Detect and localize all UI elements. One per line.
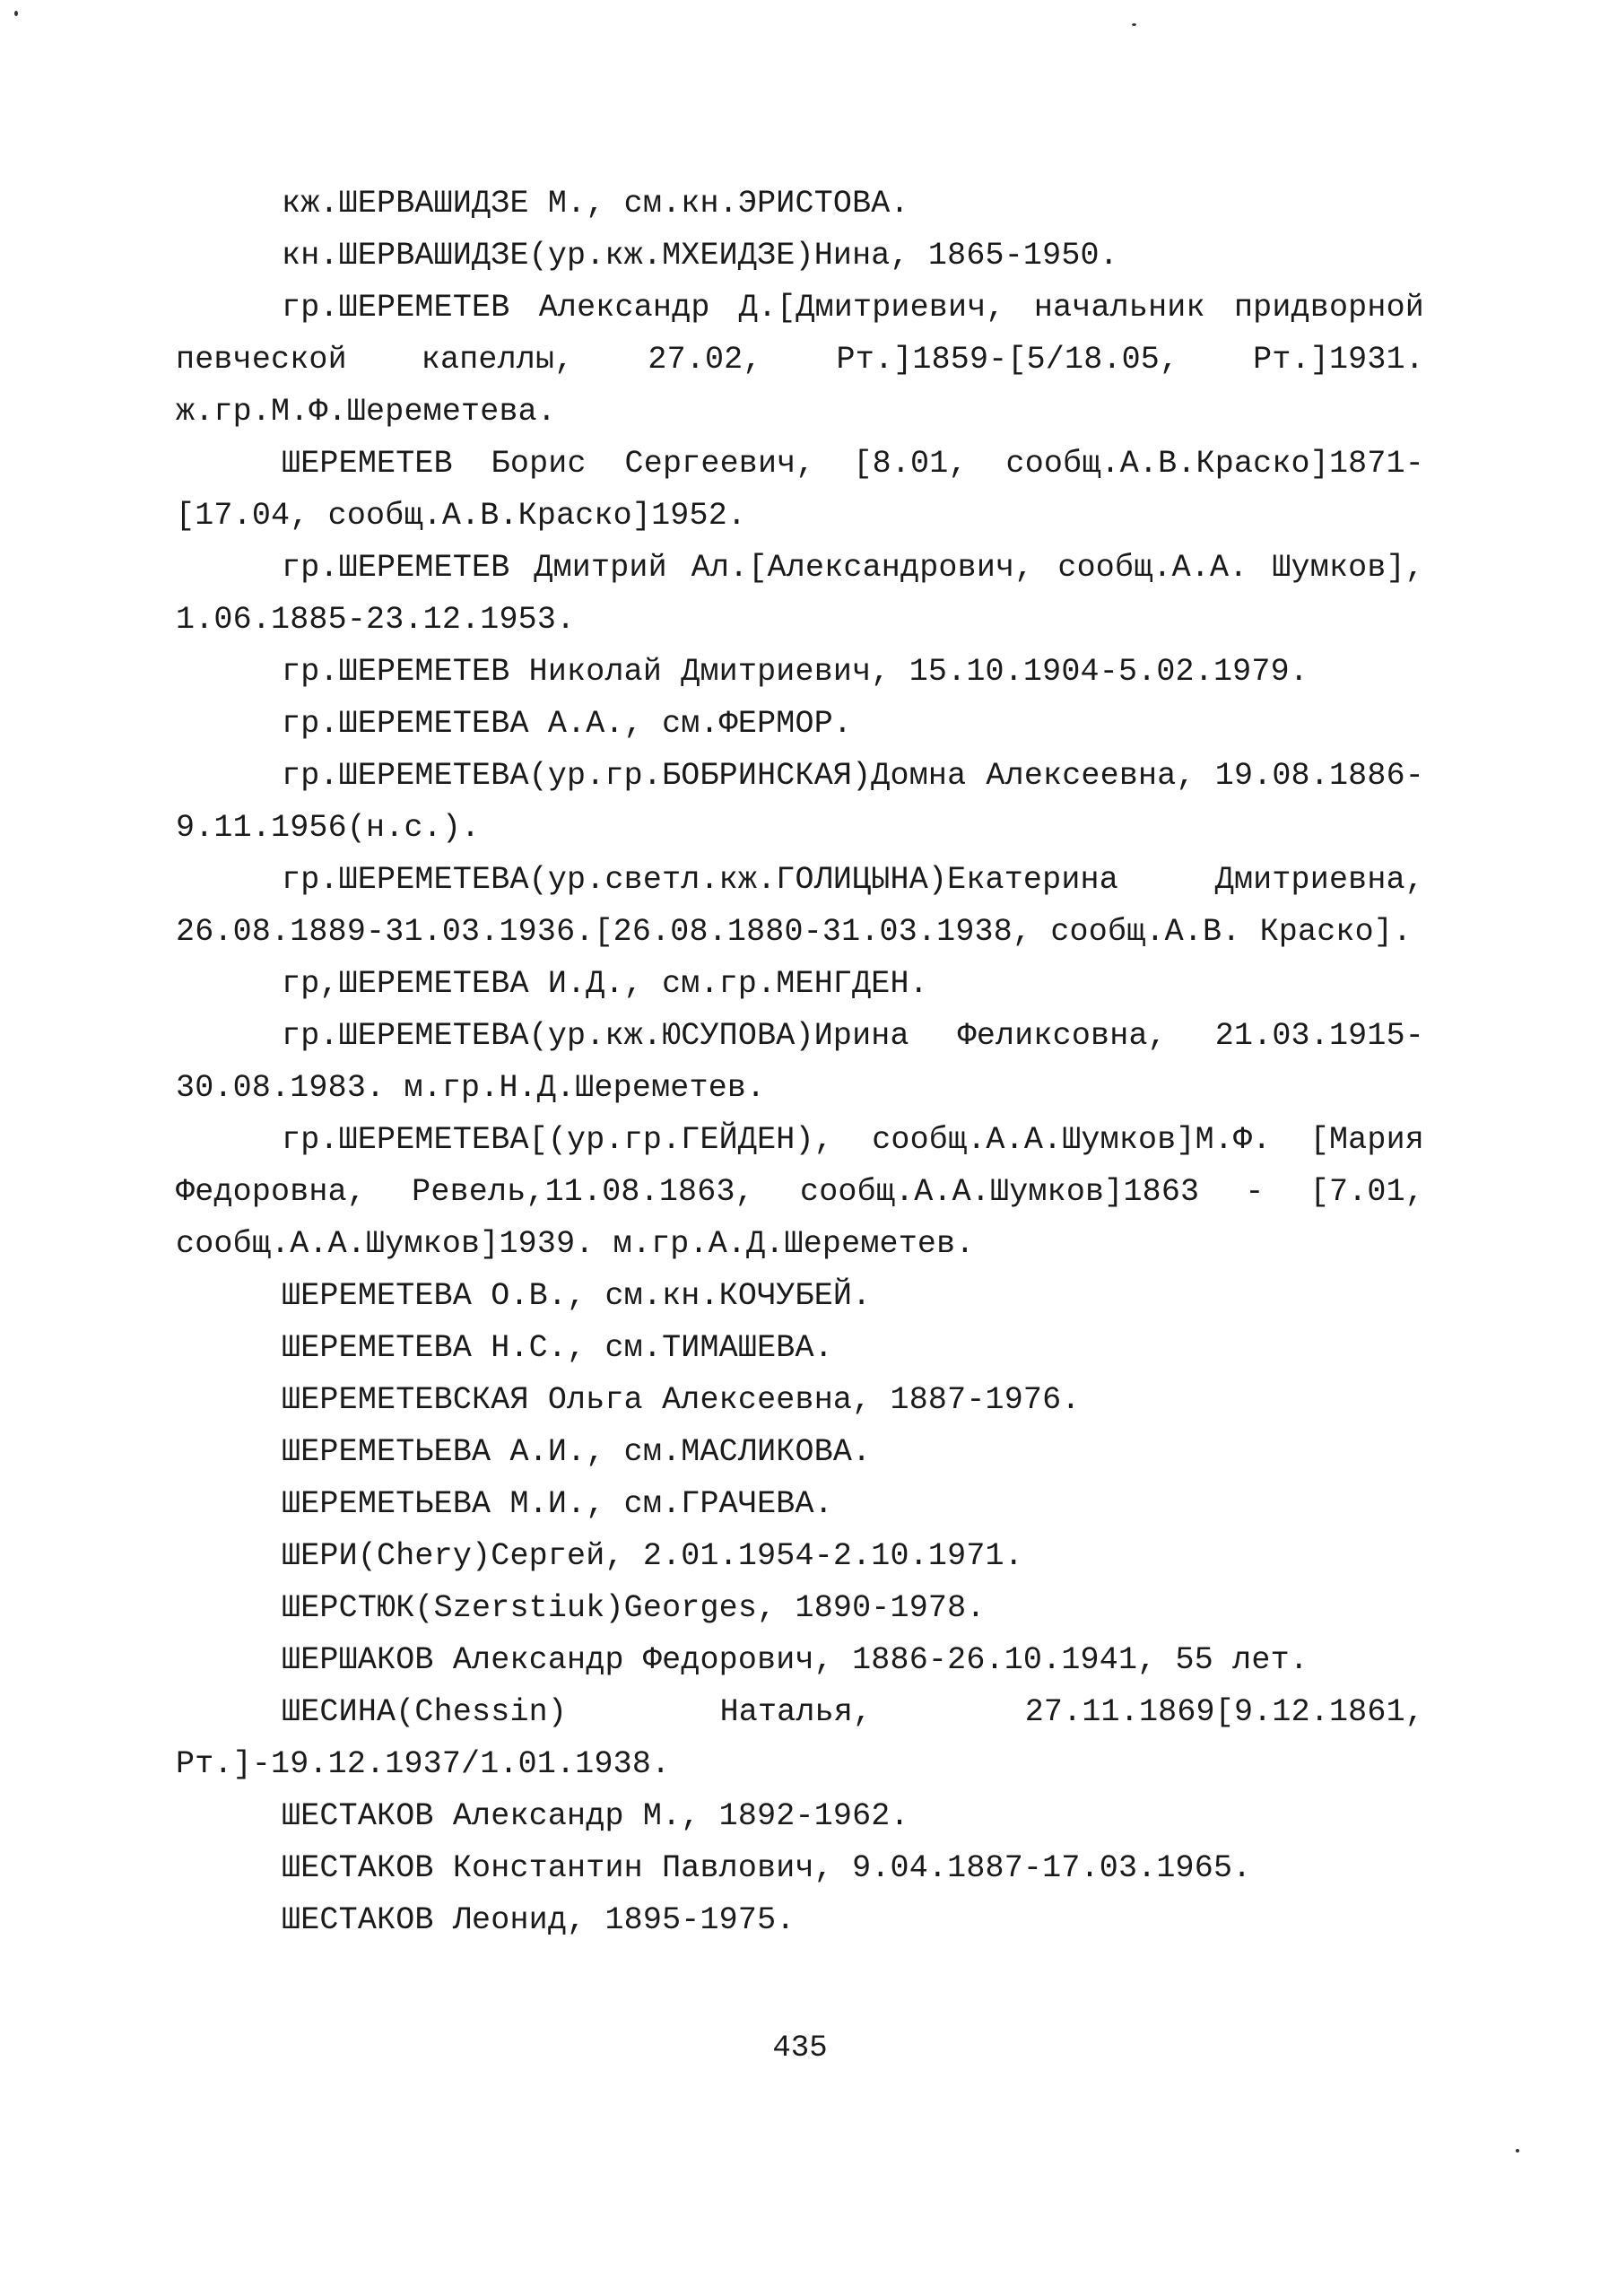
entry: ШЕСТАКОВ Леонид, 1895-1975. bbox=[282, 1902, 796, 1938]
entry: гр.ШЕРЕМЕТЕВА(ур.светл.кж.ГОЛИЦЫНА)Екатерина Дмитриевна, 26.08.1889-31.03.1936.[26.08.1880-31.03.1938, сообщ.А.В. Краско]. bbox=[176, 862, 1424, 950]
entry-list bbox=[176, 178, 1424, 1946]
entry: гр.ШЕРЕМЕТЕВА А.А., см.ФЕРМОР. bbox=[282, 706, 853, 742]
entry: ШЕРЕМЕТЬЕВА А.И., см.МАСЛИКОВА. bbox=[282, 1434, 872, 1470]
entry: кж.ШЕРВАШИДЗЕ М., см.кн.ЭРИСТОВА. bbox=[282, 186, 909, 222]
entry: ШЕРШАКОВ Александр Федорович, 1886-26.10.1941, 55 лет. bbox=[282, 1642, 1309, 1678]
entry: гр,ШЕРЕМЕТЕВА И.Д., см.гр.МЕНГДЕН. bbox=[282, 966, 928, 1002]
entry: гр.ШЕРЕМЕТЕВА(ур.кж.ЮСУПОВА)Ирина Феликсовна, 21.03.1915-30.08.1983. м.гр.Н.Д.Шереметев. bbox=[176, 1018, 1424, 1106]
entry: гр.ШЕРЕМЕТЕВА(ур.гр.БОБРИНСКАЯ)Домна Алексеевна, 19.08.1886-9.11.1956(н.с.). bbox=[176, 758, 1424, 846]
entry: ШЕСТАКОВ Константин Павлович, 9.04.1887-17.03.1965. bbox=[282, 1850, 1252, 1886]
scan-speck bbox=[14, 11, 18, 16]
entry: ШЕРСТЮК(Szerstiuk)Georges, 1890-1978. bbox=[282, 1590, 986, 1626]
scan-speck bbox=[1516, 2149, 1519, 2152]
entry: гр.ШЕРЕМЕТЕВ Александр Д.[Дмитриевич, начальник придворной певческой капеллы, 27.02, Рт.]1859-[5/18.05, Рт.]1931. ж.гр.М.Ф.Шереметева. bbox=[176, 290, 1424, 430]
entry: гр.ШЕРЕМЕТЕВ Дмитрий Ал.[Александрович, сообщ.А.А. Шумков], 1.06.1885-23.12.1953. bbox=[176, 550, 1424, 638]
entry: ШЕРЕМЕТЕВА О.В., см.кн.КОЧУБЕЙ. bbox=[282, 1278, 872, 1314]
entry: ШЕРИ(Chery)Сергей, 2.01.1954-2.10.1971. bbox=[282, 1538, 1023, 1574]
page-number: 435 bbox=[772, 2031, 828, 2066]
entry: ШЕРЕМЕТЕВ Борис Сергеевич, [8.01, сообщ.А.В.Краско]1871-[17.04, сообщ.А.В.Краско]1952. bbox=[176, 446, 1424, 534]
entry: ШЕРЕМЕТЕВА Н.С., см.ТИМАШЕВА. bbox=[282, 1330, 833, 1366]
entry: ШЕСТАКОВ Александр М., 1892-1962. bbox=[282, 1798, 909, 1834]
entry: ШЕСИНА(Chessin) Наталья, 27.11.1869[9.12.1861, Рт.]-19.12.1937/1.01.1938. bbox=[176, 1694, 1424, 1782]
entry: ШЕРЕМЕТЬЕВА М.И., см.ГРАЧЕВА. bbox=[282, 1486, 833, 1522]
scan-speck bbox=[1132, 23, 1136, 26]
entry: гр.ШЕРЕМЕТЕВ Николай Дмитриевич, 15.10.1904-5.02.1979. bbox=[282, 654, 1309, 690]
entry: кн.ШЕРВАШИДЗЕ(ур.кж.МХЕИДЗЕ)Нина, 1865-1950. bbox=[282, 238, 1118, 274]
entry: ШЕРЕМЕТЕВСКАЯ Ольга Алексеевна, 1887-1976. bbox=[282, 1382, 1081, 1418]
entry: гр.ШЕРЕМЕТЕВА[(ур.гр.ГЕЙДЕН), сообщ.А.А.Шумков]М.Ф. [Мария Федоровна, Ревель,11.08.1863, сообщ.А.А.Шумков]1863 - [7.01, сообщ.А.А.Шумков]1939. м.гр.А.Д.Шереметев. bbox=[176, 1122, 1424, 1262]
